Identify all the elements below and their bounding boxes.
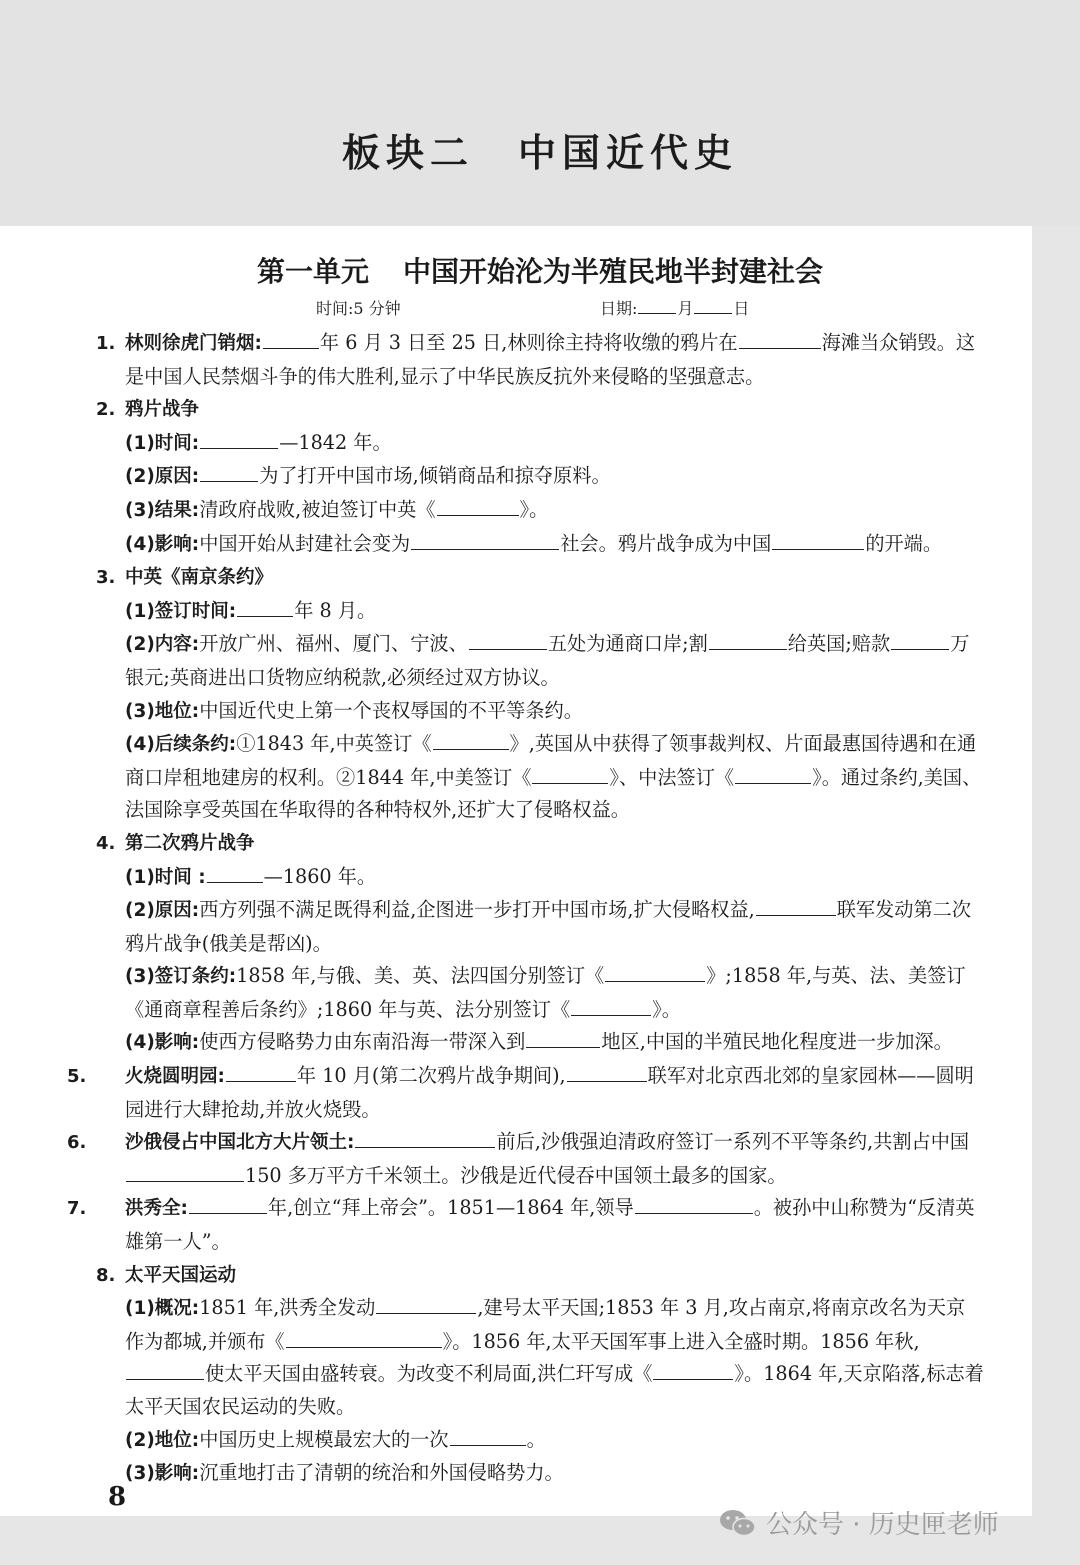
item-text: —1842 年。: [279, 430, 392, 454]
fill-blank[interactable]: [226, 1061, 296, 1082]
sub-item: [96, 695, 984, 729]
sub-item: [96, 427, 984, 461]
question-7: [67, 1192, 984, 1258]
item-text: 》。: [519, 497, 549, 521]
item-text: 1851 年,洪秀全发动: [199, 1296, 376, 1320]
item-text: 使西方侵略势力由东南沿海一带深入到: [199, 1030, 526, 1054]
date-field: [600, 296, 749, 319]
question-2: [96, 393, 984, 427]
question-number: 5.: [67, 1066, 87, 1088]
item-text: 的开端。: [865, 531, 943, 555]
item-text: 清政府战败,被迫签订中英《: [199, 497, 436, 521]
page-number: 8: [108, 1482, 127, 1512]
fill-blank[interactable]: [469, 629, 547, 650]
question-number: 3.: [96, 567, 116, 589]
sub-item: [96, 1292, 984, 1423]
item-label: (2)原因:: [125, 900, 200, 922]
fill-blank[interactable]: [532, 763, 608, 784]
sub-item: [96, 595, 984, 629]
unit-label: 第一单元: [256, 255, 369, 288]
date-label: 日期:: [600, 299, 638, 318]
fill-blank[interactable]: [237, 596, 293, 617]
item-label: (2)地位:: [125, 1429, 200, 1451]
item-text: 》。1864 年,天京陷落,标志着太平天国农民运动的失败。: [125, 1362, 984, 1418]
question-heading: 林则徐虎门销烟:: [125, 333, 262, 354]
item-text: 沉重地打击了清朝的统治和外国侵略势力。: [199, 1461, 564, 1485]
item-label: (3)结果:: [125, 499, 200, 521]
unit-name: 中国开始沦为半殖民地半封建社会: [403, 255, 824, 288]
fill-blank[interactable]: [739, 328, 821, 349]
item-text: 开放广州、福州、厦门、宁波、: [199, 632, 468, 656]
question-4: [96, 827, 984, 861]
question-heading: 第二次鸦片战争: [125, 832, 255, 854]
sub-item: [96, 960, 984, 1026]
question-heading: 沙俄侵占中国北方大片领土:: [125, 1132, 355, 1154]
fill-blank[interactable]: [126, 1161, 244, 1182]
fill-blank[interactable]: [433, 729, 509, 750]
question-heading: 洪秀全:: [125, 1198, 188, 1220]
unit-title: [0, 250, 1080, 290]
question-1: [96, 327, 984, 393]
question-text: 前后,沙俄强迫清政府签订一系列不平等条约,共割占中国: [496, 1130, 970, 1154]
fill-blank[interactable]: [653, 1359, 733, 1380]
fill-blank[interactable]: [200, 461, 258, 482]
day-blank[interactable]: [694, 296, 732, 314]
question-number: 6.: [67, 1132, 87, 1154]
fill-blank[interactable]: [709, 629, 787, 650]
item-label: (1)签订时间:: [125, 600, 237, 622]
item-text: 西方列强不满足既得利益,企图进一步打开中国市场,扩大侵略权益,: [199, 898, 755, 922]
fill-blank[interactable]: [376, 1293, 476, 1314]
fill-blank[interactable]: [772, 528, 864, 549]
item-text: ①1843 年,中英签订《: [236, 732, 432, 756]
item-label: (1)概况:: [125, 1298, 200, 1320]
sub-item: [96, 494, 984, 528]
sub-item: [96, 1026, 984, 1060]
fill-blank[interactable]: [567, 1061, 647, 1082]
fill-blank[interactable]: [605, 961, 705, 982]
item-label: (1)时间 :: [125, 866, 206, 888]
sub-item: [96, 861, 984, 895]
question-heading: 火烧圆明园:: [125, 1066, 225, 1088]
question-text: 海滩当众销毁。这是中国人民禁烟斗争的伟大胜利,显示了中华民族反抗外来侵略的坚强意志。: [125, 331, 976, 388]
fill-blank[interactable]: [437, 495, 519, 516]
item-text: 使太平天国由盛转衰。为改变不利局面,洪仁玕写成《: [205, 1362, 653, 1386]
section-name: 中国近代史: [518, 131, 739, 175]
item-label: (3)签订条约:: [125, 966, 237, 988]
fill-blank[interactable]: [526, 1027, 600, 1048]
day-label: 日: [733, 299, 750, 318]
month-blank[interactable]: [638, 296, 676, 314]
fill-blank[interactable]: [756, 895, 836, 916]
item-text: 。: [526, 1427, 546, 1451]
item-text: 》;1858 年,与英、法、美签订《通商章程善后条约》;1860 年与英、法分别签订《: [125, 964, 966, 1021]
question-heading: 太平天国运动: [125, 1264, 237, 1286]
fill-blank[interactable]: [286, 1327, 442, 1348]
question-text: 年 10 月(第二次鸦片战争期间),: [296, 1064, 566, 1088]
sub-item: [96, 1457, 984, 1491]
fill-blank[interactable]: [571, 995, 651, 1016]
item-label: (4)后续条约:: [125, 734, 237, 756]
item-text: 给英国;赔款: [787, 632, 891, 656]
item-label: (4)影响:: [125, 1032, 200, 1054]
sub-item: [96, 460, 984, 494]
question-text: 联军对北京西北郊的皇家园林——圆明园进行大肆抢劫,并放火烧毁。: [125, 1064, 974, 1121]
item-text: 》。通过条约,美国、法国除享受英国在华取得的各种特权外,还扩大了侵略权益。: [125, 765, 982, 822]
item-text: 中国历史上规模最宏大的一次: [199, 1427, 449, 1451]
sub-item: [96, 728, 984, 827]
section-label: 板块二: [341, 131, 474, 175]
item-text: 地区,中国的半殖民地化程度进一步加深。: [601, 1030, 953, 1054]
item-text: 》。: [652, 997, 681, 1021]
item-text: 中国开始从封建社会变为: [199, 531, 411, 555]
item-text: 万银元;英商进出口货物应纳税款,必须经过双方协议。: [125, 632, 970, 689]
item-label: (1)时间:: [125, 432, 200, 454]
item-text: 联军发动第二次鸦片战争(俄美是帮凶)。: [125, 898, 972, 955]
month-label: 月: [677, 299, 694, 318]
item-label: (2)原因:: [125, 466, 200, 488]
question-heading: 中英《南京条约》: [125, 567, 274, 589]
fill-blank[interactable]: [263, 328, 319, 349]
fill-blank[interactable]: [411, 528, 559, 549]
banner: [0, 0, 1080, 226]
item-text: —1860 年。: [263, 864, 377, 888]
fill-blank[interactable]: [635, 1193, 753, 1214]
item-text: 五处为通商口岸;割: [547, 632, 708, 656]
watermark-text: 公众号 · 历史匣老师: [766, 1510, 999, 1540]
question-text: 年,创立“拜上帝会”。1851—1864 年,领导: [267, 1196, 634, 1220]
sub-item: [96, 1424, 984, 1458]
wechat-icon: [718, 1508, 758, 1538]
item-text: 》,英国从中获得了领事裁判权、片面最惠国待遇和在通商口岸租地建房的权利。②1844 年,中美签订《: [125, 732, 977, 789]
fill-blank[interactable]: [891, 629, 949, 650]
question-text: 。被孙中山称赞为“反清英雄第一人”。: [125, 1196, 975, 1254]
item-text: 1858 年,与俄、美、英、法四国分别签订《: [236, 964, 605, 988]
fill-blank[interactable]: [207, 861, 263, 882]
item-text: 》、中法签订《: [609, 765, 735, 789]
item-text: 社会。鸦片战争成为中国: [560, 531, 772, 555]
item-text: ,建号太平天国;1853 年 3 月,攻占南京,将南京改名为天京作为都城,并颁布《: [125, 1296, 966, 1353]
question-6: [67, 1126, 984, 1192]
item-text: 》。1856 年,太平天国军事上进入全盛时期。1856 年秋,: [442, 1329, 920, 1353]
fill-blank[interactable]: [200, 428, 278, 449]
sub-item: [96, 628, 984, 694]
question-8: [96, 1259, 984, 1293]
fill-blank[interactable]: [450, 1424, 526, 1445]
question-number: 4.: [96, 832, 116, 854]
question-text: 年 6 月 3 日至 25 日,林则徐主持将收缴的鸦片在: [319, 331, 738, 354]
item-text: 中国近代史上第一个丧权辱国的不平等条约。: [199, 698, 583, 722]
question-number: 1.: [96, 333, 116, 354]
question-3: [96, 561, 984, 595]
question-number: 8.: [96, 1264, 116, 1286]
question-number: 2.: [96, 399, 116, 421]
fill-blank[interactable]: [355, 1127, 495, 1148]
section-title: [0, 122, 1080, 177]
item-text: 为了打开中国市场,倾销商品和掠夺原料。: [259, 464, 611, 488]
watermark: [718, 1504, 999, 1541]
fill-blank[interactable]: [189, 1193, 267, 1214]
sub-item: [96, 894, 984, 960]
sub-item: [96, 528, 984, 562]
question-text: 150 多万平方千米领土。沙俄是近代侵吞中国领土最多的国家。: [245, 1163, 787, 1187]
question-5: [67, 1060, 984, 1126]
question-number: 7.: [67, 1198, 87, 1220]
item-text: 年 8 月。: [294, 598, 377, 622]
item-label: (2)内容:: [125, 634, 200, 656]
item-label: (4)影响:: [125, 533, 200, 555]
item-label: (3)影响:: [125, 1463, 200, 1485]
item-label: (3)地位:: [125, 700, 200, 722]
question-list: [67, 327, 984, 1491]
fill-blank[interactable]: [126, 1359, 204, 1380]
time-limit: 时间:5 分钟: [316, 299, 401, 318]
fill-blank[interactable]: [735, 763, 811, 784]
question-heading: 鸦片战争: [125, 399, 200, 421]
